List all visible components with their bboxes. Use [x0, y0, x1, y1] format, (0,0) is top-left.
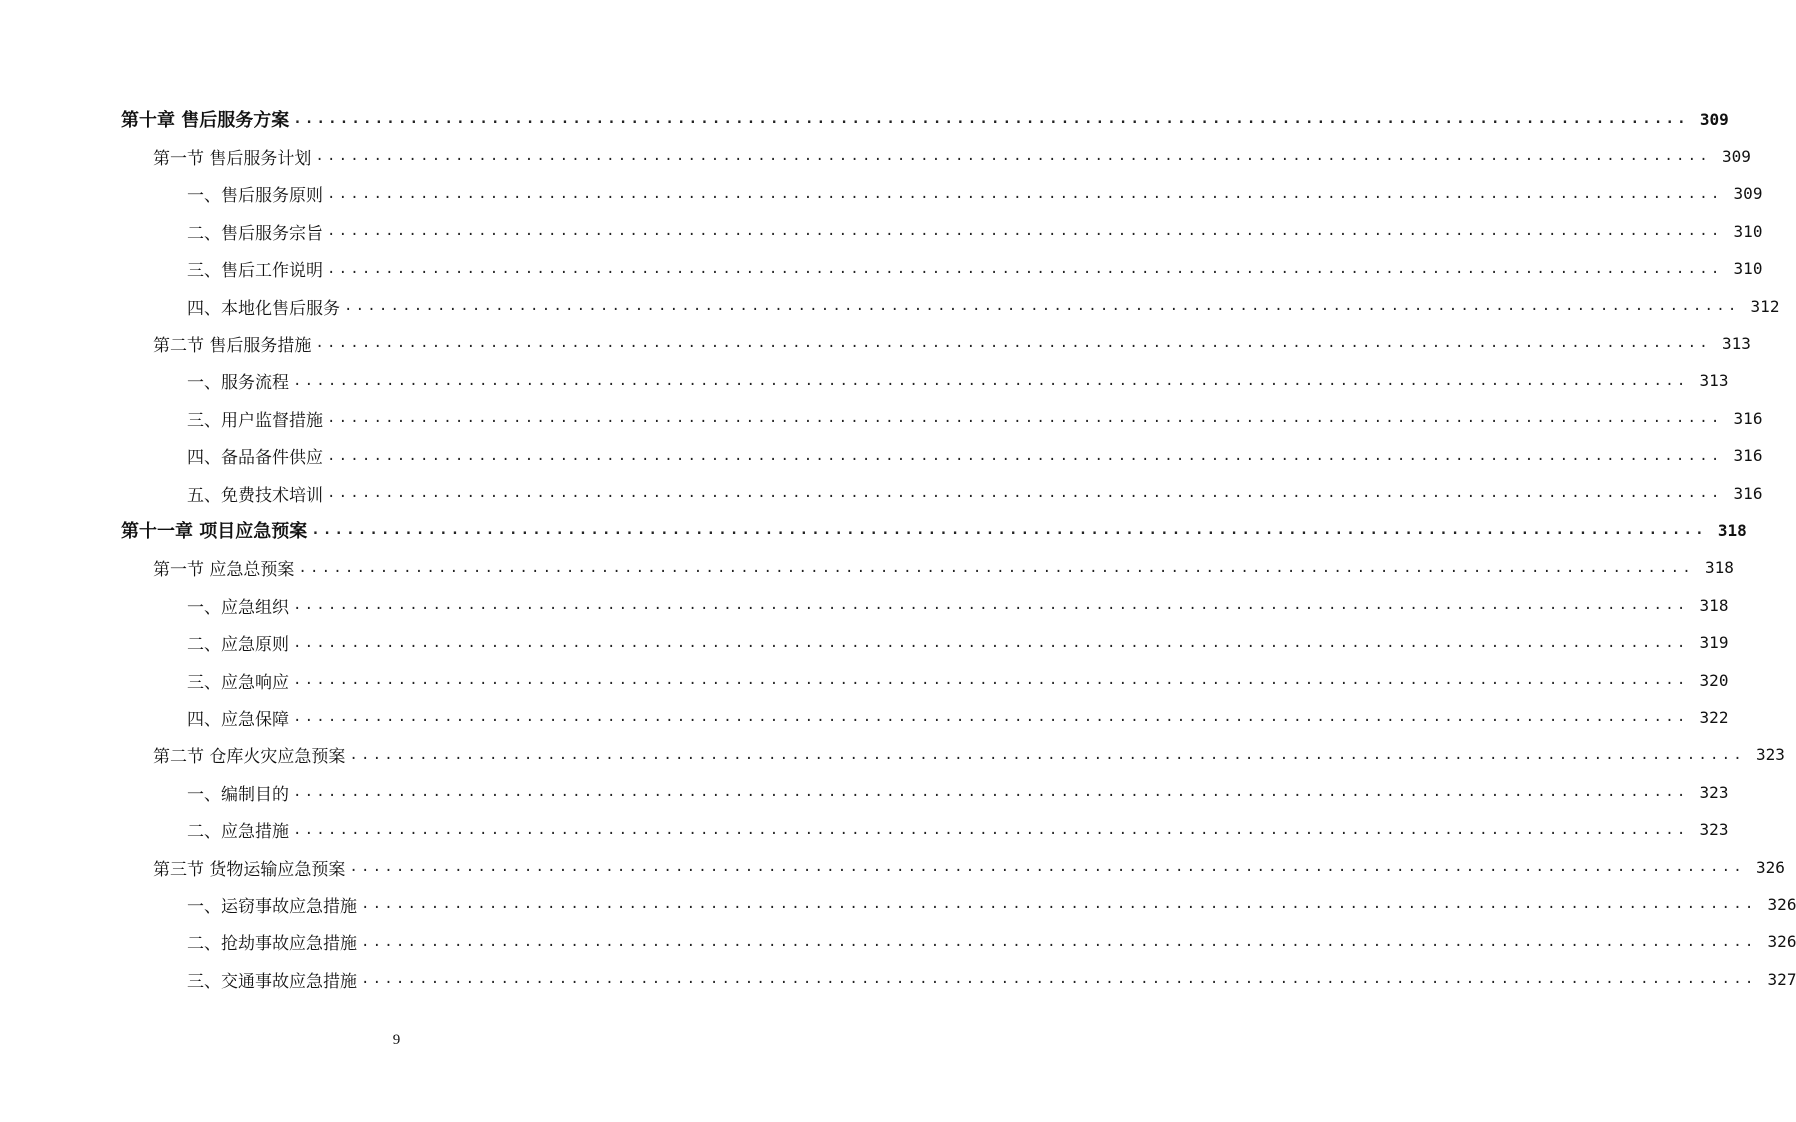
- toc-entry[interactable]: [0, 216, 1763, 246]
- toc-entry[interactable]: [0, 553, 1734, 583]
- toc-entry-title: 二、应急措施: [187, 822, 289, 843]
- toc-entry-title: 一、应急组织: [187, 597, 289, 618]
- toc-entry-title: 五、免费技术培训: [187, 485, 323, 506]
- toc-dot-leader: ........................................................................................................................: [293, 597, 1689, 614]
- toc-entry-page-number: 327: [1767, 969, 1796, 989]
- toc-entry-title: 第二节 仓库火灾应急预案: [153, 747, 346, 768]
- toc-entry-title: 四、本地化售后服务: [187, 298, 340, 319]
- toc-entry[interactable]: [0, 441, 1763, 471]
- page-number: 9: [392, 1032, 401, 1048]
- toc-entry-page-number: 326: [1767, 894, 1796, 914]
- toc-entry-page-number: 326: [1755, 857, 1785, 877]
- toc-entry-page-number: 316: [1733, 483, 1763, 503]
- toc-entry[interactable]: [0, 366, 1729, 396]
- toc-dot-leader: ........................................................................................................................: [349, 859, 1745, 875]
- toc-dot-leader: ........................................................................................................................: [349, 746, 1745, 763]
- toc-entry-title: 四、应急保障: [187, 709, 289, 730]
- toc-entry-page-number: 309: [1733, 184, 1763, 204]
- toc-entry-page-number: 318: [1704, 558, 1734, 578]
- toc-entry-title: 三、用户监督措施: [187, 410, 323, 431]
- toc-entry-title: 第十一章 项目应急预案: [121, 521, 308, 543]
- toc-dot-leader: ........................................................................................................................: [315, 335, 1711, 352]
- toc-dot-leader: ........................................................................................................................: [327, 485, 1723, 501]
- toc-entry[interactable]: [0, 291, 1780, 321]
- toc-dot-leader: ........................................................................................................................: [298, 559, 1694, 576]
- toc-entry[interactable]: [0, 478, 1763, 508]
- toc-dot-leader: ........................................................................................................................: [293, 372, 1689, 389]
- toc-entry-title: 三、交通事故应急措施: [187, 971, 357, 992]
- toc-dot-leader: ........................................................................................................................: [344, 298, 1740, 314]
- toc-entry-page-number: 323: [1699, 820, 1729, 840]
- toc-entry-title: 第一节 售后服务计划: [153, 148, 312, 169]
- toc-entry[interactable]: [0, 852, 1785, 882]
- toc-entry-page-number: 323: [1755, 745, 1785, 765]
- toc-entry-page-number: 312: [1750, 296, 1780, 316]
- toc-dot-leader: ........................................................................................................................: [327, 223, 1723, 240]
- toc-entry[interactable]: [0, 702, 1729, 732]
- toc-entry-title: 一、编制目的: [187, 784, 289, 805]
- toc-dot-leader: ........................................................................................................................: [293, 821, 1689, 838]
- toc-entry-page-number: 326: [1767, 932, 1796, 952]
- toc-entry[interactable]: [0, 179, 1763, 209]
- toc-dot-leader: ........................................................................................................................: [327, 260, 1723, 277]
- toc-dot-leader: ........................................................................................................................: [293, 709, 1689, 726]
- toc-entry-page-number: 310: [1733, 259, 1763, 279]
- toc-dot-leader: ........................................................................................................................: [327, 185, 1723, 202]
- toc-entry-title: 二、抢劫事故应急措施: [187, 934, 357, 955]
- toc-entry[interactable]: [0, 328, 1751, 358]
- toc-entry-title: 二、售后服务宗旨: [187, 223, 323, 244]
- toc-entry[interactable]: [0, 740, 1785, 770]
- toc-entry-page-number: 319: [1699, 633, 1729, 653]
- toc-entry-title: 二、应急原则: [187, 635, 289, 656]
- toc-entry-title: 一、售后服务原则: [187, 186, 323, 207]
- toc-entry[interactable]: [0, 628, 1729, 658]
- toc-dot-leader: ........................................................................................................................: [315, 148, 1711, 165]
- toc-entry[interactable]: [0, 141, 1751, 171]
- toc-entry-title: 第二节 售后服务措施: [153, 335, 312, 356]
- toc-entry-title: 一、服务流程: [187, 373, 289, 394]
- toc-entry-page-number: 313: [1721, 333, 1751, 353]
- toc-dot-leader: ........................................................................................................................: [293, 634, 1689, 651]
- toc-entry-title: 第十章 售后服务方案: [121, 110, 290, 131]
- toc-dot-leader: ........................................................................................................................: [361, 933, 1757, 950]
- toc-entry[interactable]: [0, 927, 1796, 957]
- toc-entry-page-number: 316: [1733, 446, 1763, 466]
- toc-dot-leader: ........................................................................................................................: [327, 447, 1723, 464]
- toc-entry-page-number: 322: [1699, 707, 1729, 727]
- toc-entry-page-number: 318: [1717, 520, 1747, 540]
- toc-entry-page-number: 313: [1699, 371, 1729, 391]
- toc-entry-title: 第一节 应急总预案: [153, 560, 295, 581]
- toc-entry[interactable]: [0, 777, 1729, 807]
- toc-dot-leader: ........................................................................................................................: [311, 522, 1707, 539]
- toc-entry-title: 一、运窃事故应急措施: [187, 896, 357, 917]
- toc-dot-leader: ........................................................................................................................: [361, 896, 1757, 913]
- toc-entry-page-number: 320: [1699, 670, 1729, 690]
- toc-entry-title: 三、应急响应: [187, 672, 289, 693]
- toc-entry-page-number: 309: [1699, 109, 1729, 129]
- toc-entry-title: 三、售后工作说明: [187, 261, 323, 282]
- toc-entry-page-number: 310: [1733, 221, 1763, 241]
- toc-entry[interactable]: [0, 815, 1729, 845]
- toc-entry[interactable]: [0, 104, 1729, 134]
- toc-entry[interactable]: [0, 515, 1747, 545]
- toc-entry[interactable]: [0, 964, 1796, 994]
- toc-entry-title: 第三节 货物运输应急预案: [153, 859, 346, 880]
- toc-entry-page-number: 316: [1733, 408, 1763, 428]
- toc-dot-leader: ........................................................................................................................: [293, 784, 1689, 801]
- toc-entry-page-number: 318: [1699, 595, 1729, 615]
- toc-entry-title: 四、备品备件供应: [187, 448, 323, 469]
- toc-dot-leader: ........................................................................................................................: [293, 672, 1689, 688]
- toc-dot-leader: ........................................................................................................................: [327, 410, 1723, 427]
- toc-entry[interactable]: [0, 665, 1729, 695]
- toc-entry[interactable]: [0, 889, 1796, 919]
- toc-entry[interactable]: [0, 403, 1763, 433]
- toc-entry-page-number: 323: [1699, 782, 1729, 802]
- toc-entry-page-number: 309: [1721, 146, 1751, 166]
- toc-dot-leader: ........................................................................................................................: [361, 971, 1757, 988]
- toc-dot-leader: ........................................................................................................................: [293, 111, 1689, 127]
- toc-entry[interactable]: [0, 590, 1729, 620]
- toc-entry[interactable]: [0, 254, 1763, 284]
